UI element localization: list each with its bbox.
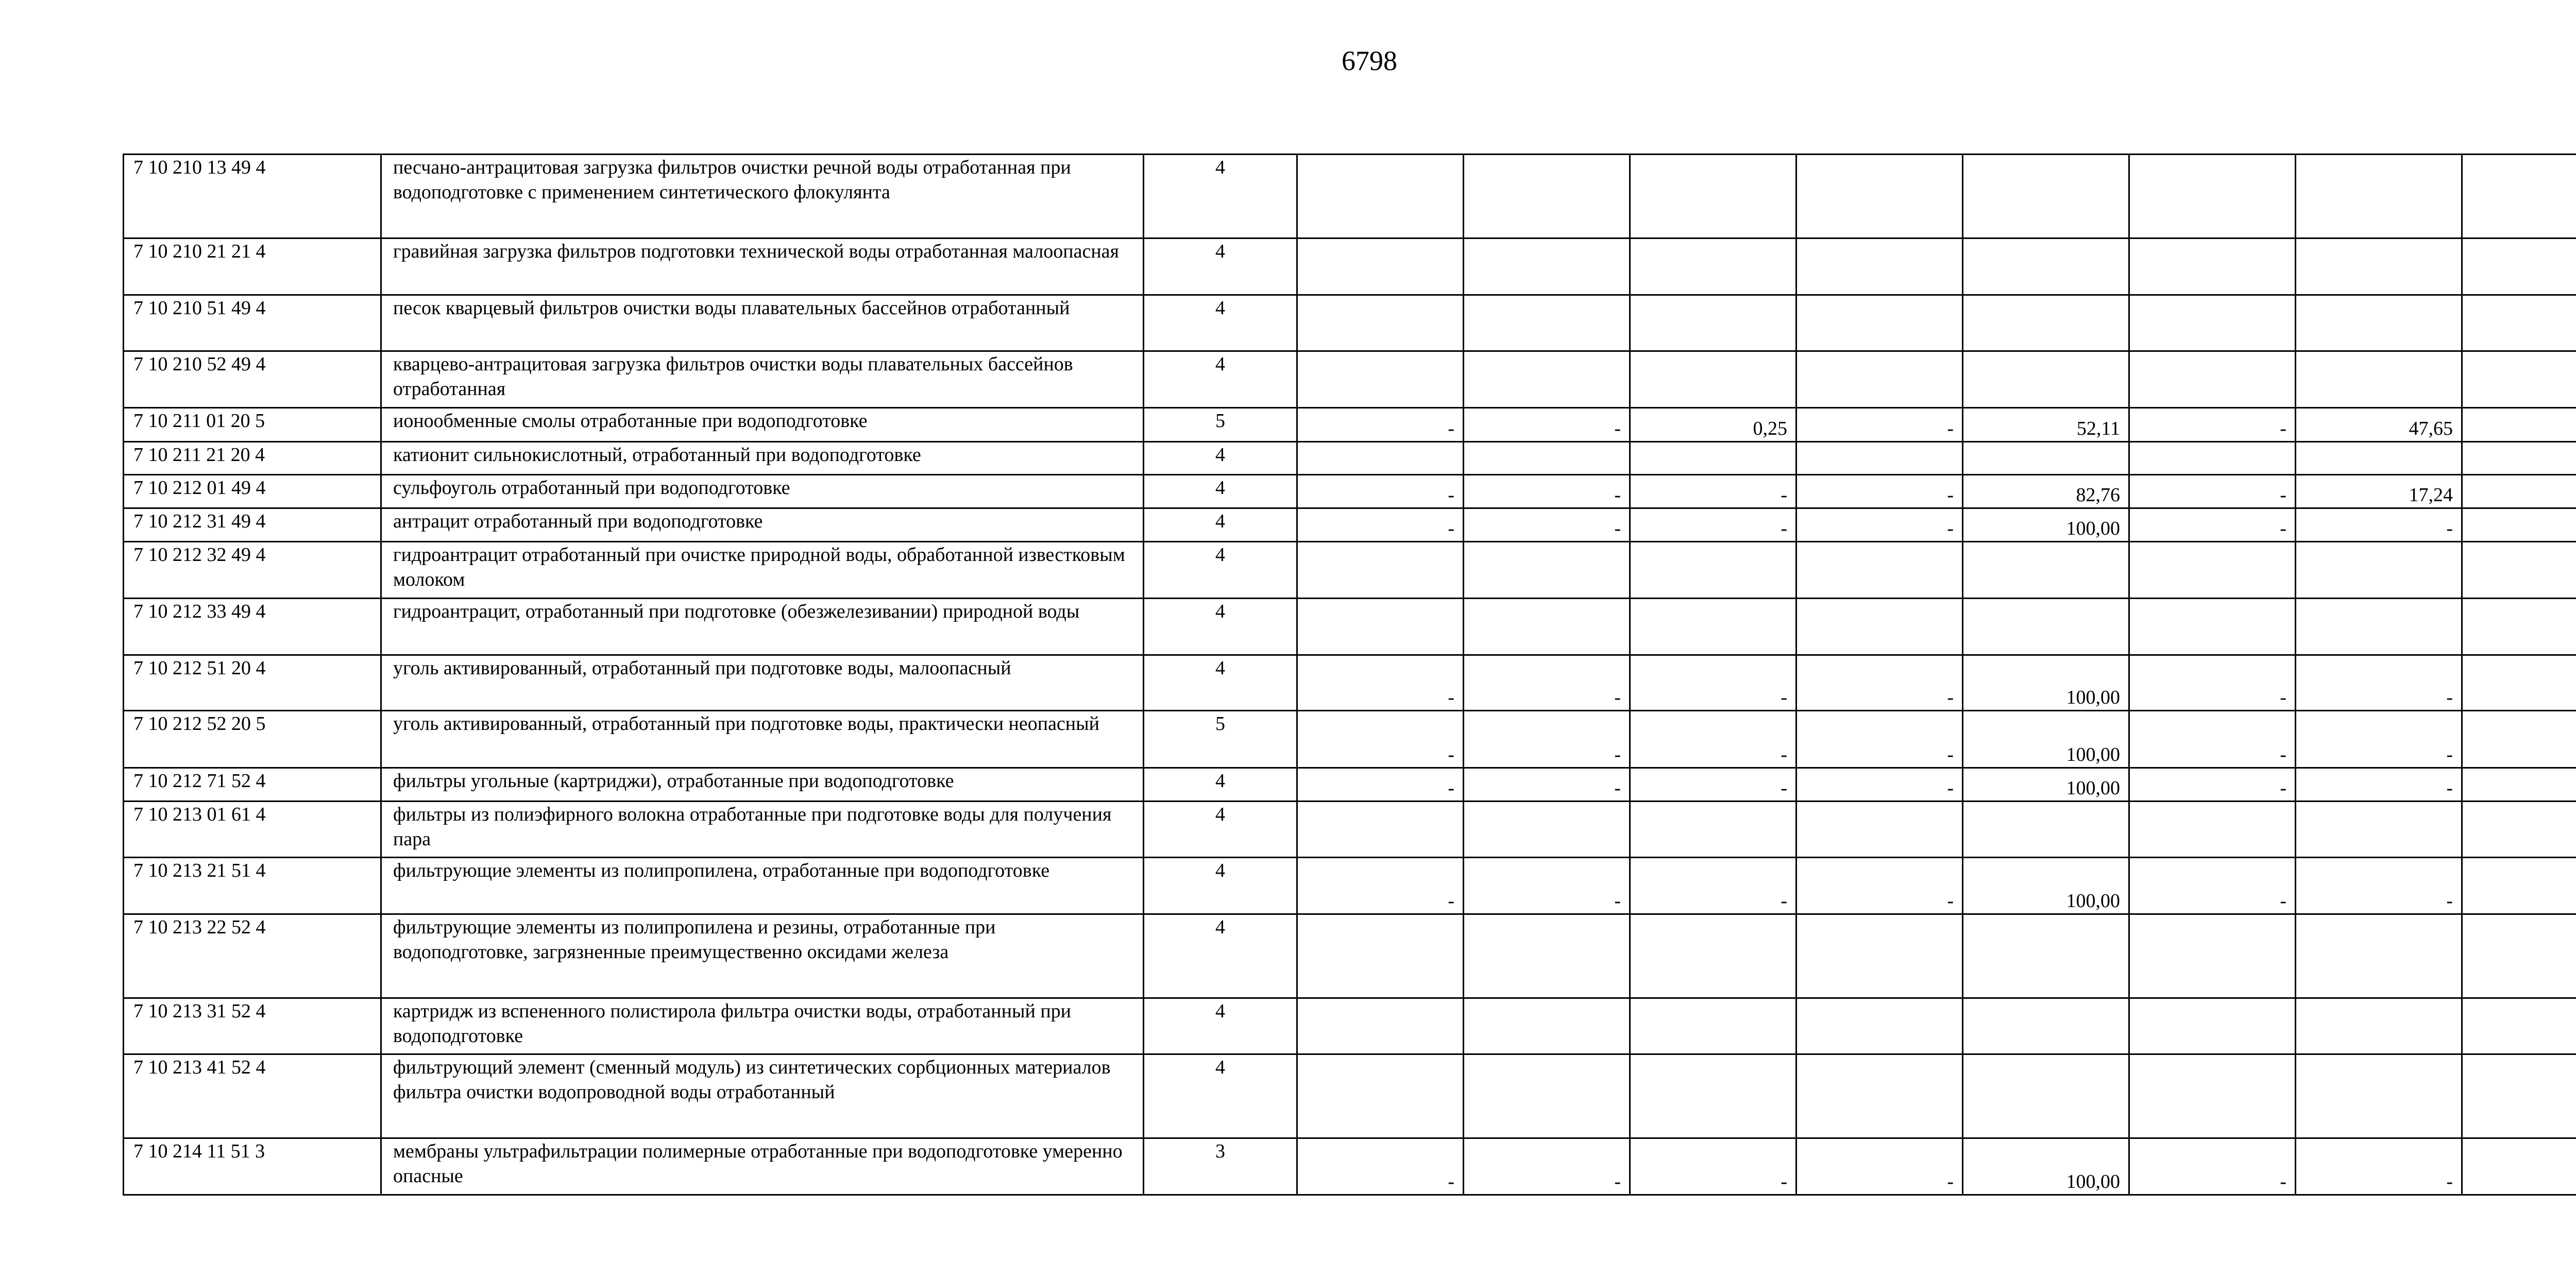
composition-value-cell [1630,1054,1797,1138]
composition-value-cell [2296,442,2462,475]
composition-value-cell [1797,914,1963,998]
composition-value-cell: 100,00 [1963,768,2129,802]
composition-value-cell [2129,238,2296,295]
composition-value-cell: - [2129,408,2296,442]
composition-value-cell: - [1797,1138,1963,1195]
composition-value-cell: - [1464,508,1630,542]
composition-value-cell [2462,711,2576,768]
composition-value-cell: - [2129,768,2296,802]
composition-value-cell [2462,295,2576,351]
composition-value-cell: - [2296,711,2462,768]
composition-value-cell [2462,508,2576,542]
waste-name-cell: антрацит отработанный при водоподготовке [381,508,1144,542]
composition-value-cell [2462,542,2576,599]
composition-value-cell [2462,768,2576,802]
table-row [124,238,2576,295]
waste-code-cell: 7 10 213 01 61 4 [124,802,381,858]
composition-value-cell: - [1630,508,1797,542]
hazard-class-cell: 5 [1144,408,1297,442]
composition-value-cell: - [1630,711,1797,768]
composition-value-cell [1464,442,1630,475]
composition-value-cell [1797,599,1963,655]
waste-name-cell: песок кварцевый фильтров очистки воды плавательных бассейнов отработанный [381,295,1144,351]
composition-value-cell [1297,238,1464,295]
table-row [124,408,2576,442]
composition-value-cell: 100,00 [1963,508,2129,542]
composition-value-cell [1797,442,1963,475]
table-row [124,599,2576,655]
waste-code-cell: 7 10 213 21 51 4 [124,858,381,914]
composition-value-cell [2296,155,2462,238]
table-row [124,351,2576,408]
composition-value-cell [1797,998,1963,1054]
waste-name-cell: сульфоуголь отработанный при водоподготовке [381,475,1144,508]
composition-value-cell [1963,155,2129,238]
composition-value-cell [2129,998,2296,1054]
composition-value-cell: - [2129,475,2296,508]
composition-value-cell: - [1797,711,1963,768]
composition-value-cell [2296,542,2462,599]
composition-value-cell [1464,914,1630,998]
composition-value-cell: - [2296,858,2462,914]
hazard-class-cell: 4 [1144,351,1297,408]
composition-value-cell [2462,914,2576,998]
hazard-class-cell: 4 [1144,802,1297,858]
composition-value-cell: - [1464,655,1630,711]
composition-value-cell [2462,655,2576,711]
composition-value-cell: - [2296,768,2462,802]
waste-code-cell: 7 10 212 32 49 4 [124,542,381,599]
composition-value-cell: - [1297,655,1464,711]
composition-value-cell [1297,351,1464,408]
composition-value-cell [1797,1054,1963,1138]
composition-value-cell [1297,295,1464,351]
table-row [124,1054,2576,1138]
composition-value-cell [1464,155,1630,238]
table-row [124,914,2576,998]
composition-value-cell: 100,00 [1963,858,2129,914]
composition-value-cell [1297,1054,1464,1138]
composition-value-cell: - [1797,768,1963,802]
composition-value-cell [1963,1054,2129,1138]
waste-code-cell: 7 10 210 21 21 4 [124,238,381,295]
composition-value-cell [1963,802,2129,858]
composition-value-cell: - [1464,408,1630,442]
waste-name-cell: фильтрующие элементы из полипропилена и резины, отработанные при водоподготовке, загрязненные преимущественно оксидами железа [381,914,1144,998]
waste-code-cell: 7 10 210 51 49 4 [124,295,381,351]
composition-value-cell [1797,351,1963,408]
composition-value-cell [2129,802,2296,858]
waste-code-cell: 7 10 212 52 20 5 [124,711,381,768]
table-row [124,475,2576,508]
composition-value-cell [2462,998,2576,1054]
waste-name-cell: уголь активированный, отработанный при подготовке воды, практически неопасный [381,711,1144,768]
composition-value-cell [1464,1054,1630,1138]
composition-value-cell [2129,914,2296,998]
composition-value-cell: - [1464,711,1630,768]
table-row [124,711,2576,768]
hazard-class-cell: 4 [1144,295,1297,351]
table-row [124,998,2576,1054]
waste-code-cell: 7 10 210 13 49 4 [124,155,381,238]
hazard-class-cell: 4 [1144,599,1297,655]
composition-value-cell: - [1630,858,1797,914]
table-body [124,155,2576,1195]
composition-value-cell [2462,802,2576,858]
table-row [124,768,2576,802]
composition-value-cell: - [1297,408,1464,442]
composition-value-cell: - [2296,508,2462,542]
composition-value-cell [1630,295,1797,351]
composition-value-cell [2462,351,2576,408]
composition-value-cell [2129,295,2296,351]
hazard-class-cell: 4 [1144,1054,1297,1138]
composition-value-cell: 100,00 [1963,655,2129,711]
waste-code-cell: 7 10 212 31 49 4 [124,508,381,542]
hazard-class-cell: 4 [1144,442,1297,475]
waste-name-cell: фильтрующие элементы из полипропилена, отработанные при водоподготовке [381,858,1144,914]
composition-value-cell: - [2296,655,2462,711]
table-row [124,655,2576,711]
waste-code-cell: 7 10 213 41 52 4 [124,1054,381,1138]
waste-code-cell: 7 10 211 21 20 4 [124,442,381,475]
composition-value-cell: 52,11 [1963,408,2129,442]
composition-value-cell [1630,599,1797,655]
composition-value-cell: 100,00 [1963,1138,2129,1195]
composition-value-cell: 47,65 [2296,408,2462,442]
composition-value-cell [1963,542,2129,599]
composition-value-cell [1797,295,1963,351]
composition-value-cell: - [2129,858,2296,914]
composition-value-cell: - [1797,655,1963,711]
composition-value-cell [1630,442,1797,475]
waste-code-cell: 7 10 212 71 52 4 [124,768,381,802]
composition-value-cell [1297,599,1464,655]
composition-value-cell: - [1630,1138,1797,1195]
hazard-class-cell: 4 [1144,542,1297,599]
composition-value-cell [2462,599,2576,655]
composition-value-cell [1297,542,1464,599]
waste-name-cell: гидроантрацит отработанный при очистке природной воды, обработанной известковым молоком [381,542,1144,599]
composition-value-cell: - [2129,711,2296,768]
composition-value-cell [2296,1054,2462,1138]
composition-value-cell [2129,351,2296,408]
composition-value-cell [1464,599,1630,655]
hazard-class-cell: 4 [1144,914,1297,998]
composition-value-cell: 17,24 [2296,475,2462,508]
composition-value-cell [2462,858,2576,914]
composition-value-cell [1963,998,2129,1054]
waste-name-cell: картридж из вспененного полистирола фильтра очистки воды, отработанный при водоподготовке [381,998,1144,1054]
composition-value-cell [1963,442,2129,475]
hazard-class-cell: 4 [1144,238,1297,295]
composition-value-cell: 0,25 [1630,408,1797,442]
waste-name-cell: фильтрующий элемент (сменный модуль) из синтетических сорбционных материалов фильтра очистки водопроводной воды отработанный [381,1054,1144,1138]
composition-value-cell: - [1464,768,1630,802]
composition-value-cell [1464,351,1630,408]
composition-value-cell [1297,442,1464,475]
hazard-class-cell: 4 [1144,155,1297,238]
composition-value-cell [1963,599,2129,655]
hazard-class-cell: 4 [1144,655,1297,711]
composition-value-cell: - [1797,508,1963,542]
composition-value-cell: - [1464,1138,1630,1195]
composition-value-cell [1630,998,1797,1054]
composition-value-cell: - [1797,408,1963,442]
waste-code-cell: 7 10 211 01 20 5 [124,408,381,442]
waste-code-cell: 7 10 212 33 49 4 [124,599,381,655]
composition-value-cell [1963,914,2129,998]
composition-value-cell: - [1630,655,1797,711]
composition-value-cell [2129,599,2296,655]
waste-name-cell: гидроантрацит, отработанный при подготовке (обезжелезивании) природной воды [381,599,1144,655]
composition-value-cell: - [1797,858,1963,914]
composition-value-cell: - [1797,475,1963,508]
table-row [124,295,2576,351]
waste-code-cell: 7 10 213 31 52 4 [124,998,381,1054]
composition-value-cell [1464,238,1630,295]
composition-value-cell [1297,914,1464,998]
waste-code-cell: 7 10 214 11 51 3 [124,1138,381,1195]
composition-value-cell [1297,998,1464,1054]
composition-value-cell [1963,351,2129,408]
waste-table [123,154,2576,1196]
composition-value-cell: - [1630,768,1797,802]
composition-value-cell [1797,155,1963,238]
table-row [124,508,2576,542]
waste-name-cell: ионообменные смолы отработанные при водоподготовке [381,408,1144,442]
page-number: 6798 [1342,45,1397,76]
composition-value-cell [1630,802,1797,858]
waste-name-cell: фильтры угольные (картриджи), отработанные при водоподготовке [381,768,1144,802]
composition-value-cell [2462,408,2576,442]
composition-value-cell [1464,542,1630,599]
composition-value-cell [2296,998,2462,1054]
waste-name-cell: кварцево-антрацитовая загрузка фильтров очистки воды плавательных бассейнов отработанная [381,351,1144,408]
waste-name-cell: катионит сильнокислотный, отработанный при водоподготовке [381,442,1144,475]
waste-name-cell: мембраны ультрафильтрации полимерные отработанные при водоподготовке умеренно опасные [381,1138,1144,1195]
composition-value-cell [2462,238,2576,295]
waste-code-cell: 7 10 212 51 20 4 [124,655,381,711]
composition-value-cell: - [2296,1138,2462,1195]
composition-value-cell: - [1297,1138,1464,1195]
composition-value-cell: - [1464,858,1630,914]
composition-value-cell [2462,1138,2576,1195]
waste-code-cell: 7 10 212 01 49 4 [124,475,381,508]
composition-value-cell [2296,914,2462,998]
composition-value-cell [1797,238,1963,295]
composition-value-cell: - [1297,768,1464,802]
composition-value-cell [1630,914,1797,998]
composition-value-cell [1464,802,1630,858]
composition-value-cell [2129,155,2296,238]
composition-value-cell [1297,802,1464,858]
composition-value-cell: - [1297,475,1464,508]
hazard-class-cell: 4 [1144,475,1297,508]
waste-name-cell: песчано-антрацитовая загрузка фильтров очистки речной воды отработанная при водоподготовке с применением синтетического флокулянта [381,155,1144,238]
table-row [124,542,2576,599]
hazard-class-cell: 3 [1144,1138,1297,1195]
composition-value-cell: - [2129,655,2296,711]
composition-value-cell [2129,442,2296,475]
composition-value-cell: 100,00 [1963,711,2129,768]
composition-value-cell [2462,155,2576,238]
table-row [124,802,2576,858]
table-row [124,155,2576,238]
composition-value-cell: - [2129,1138,2296,1195]
composition-value-cell [1963,238,2129,295]
waste-name-cell: гравийная загрузка фильтров подготовки технической воды отработанная малоопасная [381,238,1144,295]
hazard-class-cell: 4 [1144,768,1297,802]
waste-code-cell: 7 10 210 52 49 4 [124,351,381,408]
table-row [124,442,2576,475]
composition-value-cell: 82,76 [1963,475,2129,508]
composition-value-cell [1464,998,1630,1054]
waste-code-cell: 7 10 213 22 52 4 [124,914,381,998]
composition-value-cell [2296,295,2462,351]
hazard-class-cell: 4 [1144,998,1297,1054]
composition-value-cell [1630,542,1797,599]
composition-value-cell [1464,295,1630,351]
table-row [124,858,2576,914]
table-row [124,1138,2576,1195]
composition-value-cell: - [1464,475,1630,508]
composition-value-cell [2296,802,2462,858]
composition-value-cell [2296,599,2462,655]
waste-name-cell: фильтры из полиэфирного волокна отработанные при подготовке воды для получения пара [381,802,1144,858]
composition-value-cell [2296,238,2462,295]
hazard-class-cell: 5 [1144,711,1297,768]
composition-value-cell [1797,542,1963,599]
composition-value-cell [1297,155,1464,238]
hazard-class-cell: 4 [1144,508,1297,542]
composition-value-cell [2462,475,2576,508]
composition-value-cell: - [1297,858,1464,914]
hazard-class-cell: 4 [1144,858,1297,914]
composition-value-cell: - [2129,508,2296,542]
composition-value-cell [1630,238,1797,295]
composition-value-cell [2462,442,2576,475]
waste-name-cell: уголь активированный, отработанный при подготовке воды, малоопасный [381,655,1144,711]
composition-value-cell: - [1297,508,1464,542]
composition-value-cell [1797,802,1963,858]
composition-value-cell: - [1630,475,1797,508]
composition-value-cell [1630,155,1797,238]
composition-value-cell [1630,351,1797,408]
composition-value-cell: - [1297,711,1464,768]
composition-value-cell [1963,295,2129,351]
composition-value-cell [2462,1054,2576,1138]
composition-value-cell [2129,542,2296,599]
composition-value-cell [2296,351,2462,408]
composition-value-cell [2129,1054,2296,1138]
